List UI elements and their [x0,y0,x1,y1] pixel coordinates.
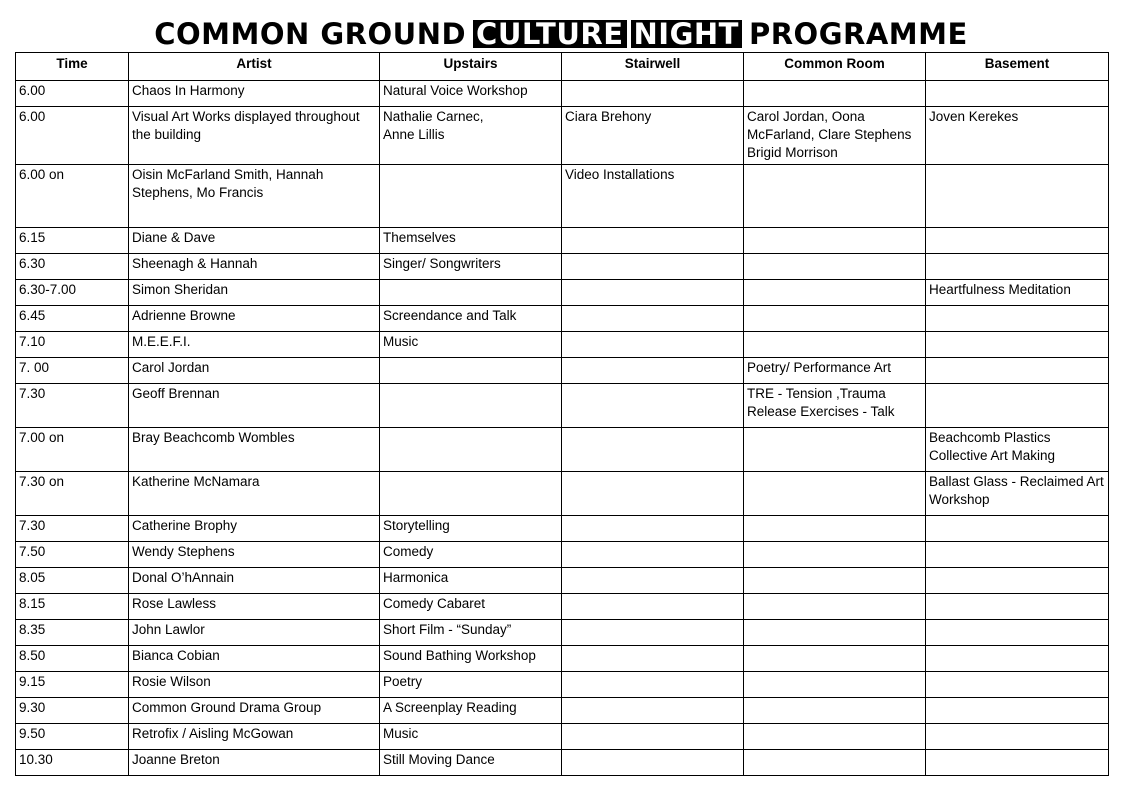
basement-cell [926,306,1109,332]
time-cell: 6.00 [16,107,129,165]
table-row [16,750,1109,776]
upstairs-cell [380,428,562,472]
basement-cell [926,594,1109,620]
stairwell-cell [562,254,744,280]
time-cell: 8.05 [16,568,129,594]
basement-cell [926,358,1109,384]
title-part-1: COMMON GROUND [154,17,467,51]
artist-cell: Joanne Breton [129,750,380,776]
time-cell: 7.50 [16,542,129,568]
common-room-cell [744,594,926,620]
artist-cell: Sheenagh & Hannah [129,254,380,280]
time-cell: 6.45 [16,306,129,332]
common-room-cell [744,428,926,472]
common-room-cell [744,568,926,594]
upstairs-cell: Nathalie Carnec, Anne Lillis [380,107,562,165]
stairwell-cell [562,472,744,516]
upstairs-cell: Still Moving Dance [380,750,562,776]
header-time: Time [16,53,129,81]
basement-cell: Beachcomb Plastics Collective Art Making [926,428,1109,472]
upstairs-cell: Poetry [380,672,562,698]
artist-cell: Oisin McFarland Smith, Hannah Stephens, Mo Francis [129,165,380,228]
upstairs-cell: Singer/ Songwriters [380,254,562,280]
basement-cell [926,228,1109,254]
artist-cell: Rose Lawless [129,594,380,620]
basement-cell [926,698,1109,724]
common-room-cell [744,646,926,672]
time-cell: 7.30 [16,384,129,428]
time-cell: 7.30 [16,516,129,542]
upstairs-cell: Harmonica [380,568,562,594]
time-cell: 6.00 on [16,165,129,228]
basement-cell [926,646,1109,672]
table-row [16,472,1109,516]
upstairs-cell: Music [380,332,562,358]
artist-cell: Rosie Wilson [129,672,380,698]
common-room-cell [744,672,926,698]
table-row [16,516,1109,542]
upstairs-cell: Screendance and Talk [380,306,562,332]
upstairs-cell: Themselves [380,228,562,254]
time-cell: 7.10 [16,332,129,358]
stairwell-cell [562,332,744,358]
time-cell: 6.30-7.00 [16,280,129,306]
common-room-cell [744,254,926,280]
basement-cell [926,724,1109,750]
stairwell-cell [562,228,744,254]
table-row [16,81,1109,107]
basement-cell: Heartfulness Meditation [926,280,1109,306]
table-row [16,724,1109,750]
stairwell-cell [562,724,744,750]
table-row [16,568,1109,594]
table-row [16,358,1109,384]
time-cell: 6.15 [16,228,129,254]
table-row [16,646,1109,672]
basement-cell [926,81,1109,107]
upstairs-cell: Short Film - “Sunday” [380,620,562,646]
artist-cell: Donal O’hAnnain [129,568,380,594]
table-row [16,280,1109,306]
artist-cell: Visual Art Works displayed throughout the building [129,107,380,165]
time-cell: 10.30 [16,750,129,776]
basement-cell: Joven Kerekes [926,107,1109,165]
upstairs-cell: Sound Bathing Workshop [380,646,562,672]
programme-table [15,52,1109,776]
table-row [16,228,1109,254]
stairwell-cell [562,516,744,542]
table-row [16,428,1109,472]
table-row [16,306,1109,332]
time-cell: 9.15 [16,672,129,698]
common-room-cell [744,516,926,542]
stairwell-cell [562,620,744,646]
artist-cell: Common Ground Drama Group [129,698,380,724]
common-room-cell [744,332,926,358]
upstairs-cell [380,280,562,306]
header-basement: Basement [926,53,1109,81]
table-row [16,698,1109,724]
header-artist: Artist [129,53,380,81]
stairwell-cell [562,646,744,672]
stairwell-cell [562,750,744,776]
stairwell-cell: Ciara Brehony [562,107,744,165]
upstairs-cell [380,165,562,228]
table-row [16,620,1109,646]
table-row [16,107,1109,165]
artist-cell: Catherine Brophy [129,516,380,542]
artist-cell: Katherine McNamara [129,472,380,516]
stairwell-cell [562,306,744,332]
common-room-cell [744,228,926,254]
table-row [16,332,1109,358]
artist-cell: Carol Jordan [129,358,380,384]
upstairs-cell [380,384,562,428]
common-room-cell [744,306,926,332]
upstairs-cell: Music [380,724,562,750]
artist-cell: Retrofix / Aisling McGowan [129,724,380,750]
stairwell-cell [562,358,744,384]
time-cell: 6.30 [16,254,129,280]
upstairs-cell: Natural Voice Workshop [380,81,562,107]
time-cell: 7. 00 [16,358,129,384]
basement-cell: Ballast Glass - Reclaimed Art Workshop [926,472,1109,516]
table-row [16,542,1109,568]
stairwell-cell [562,428,744,472]
upstairs-cell: A Screenplay Reading [380,698,562,724]
basement-cell [926,672,1109,698]
time-cell: 8.15 [16,594,129,620]
artist-cell: Bray Beachcomb Wombles [129,428,380,472]
artist-cell: John Lawlor [129,620,380,646]
stairwell-cell: Video Installations [562,165,744,228]
time-cell: 7.30 on [16,472,129,516]
title-part-2-highlight: CULTURE [473,20,626,48]
stairwell-cell [562,698,744,724]
stairwell-cell [562,672,744,698]
stairwell-cell [562,568,744,594]
common-room-cell [744,750,926,776]
common-room-cell: Poetry/ Performance Art [744,358,926,384]
table-row [16,594,1109,620]
title-part-3-highlight: NIGHT [631,20,742,48]
basement-cell [926,568,1109,594]
header-row [16,53,1109,81]
common-room-cell: TRE - Tension ,Trauma Release Exercises - Talk [744,384,926,428]
upstairs-cell [380,472,562,516]
upstairs-cell: Storytelling [380,516,562,542]
basement-cell [926,542,1109,568]
stairwell-cell [562,594,744,620]
basement-cell [926,332,1109,358]
time-cell: 8.35 [16,620,129,646]
title-part-4: PROGRAMME [748,17,968,51]
page-title [0,14,1122,54]
artist-cell: Diane & Dave [129,228,380,254]
time-cell: 6.00 [16,81,129,107]
upstairs-cell [380,358,562,384]
time-cell: 8.50 [16,646,129,672]
stairwell-cell [562,81,744,107]
basement-cell [926,516,1109,542]
basement-cell [926,254,1109,280]
basement-cell [926,620,1109,646]
table-row [16,254,1109,280]
time-cell: 9.30 [16,698,129,724]
table-row [16,384,1109,428]
artist-cell: Geoff Brennan [129,384,380,428]
artist-cell: Bianca Cobian [129,646,380,672]
common-room-cell [744,724,926,750]
table-row [16,165,1109,228]
common-room-cell [744,81,926,107]
common-room-cell [744,620,926,646]
common-room-cell [744,698,926,724]
stairwell-cell [562,542,744,568]
table-row [16,672,1109,698]
header-common-room: Common Room [744,53,926,81]
common-room-cell [744,280,926,306]
common-room-cell [744,542,926,568]
stairwell-cell [562,384,744,428]
time-cell: 9.50 [16,724,129,750]
stairwell-cell [562,280,744,306]
header-stairwell: Stairwell [562,53,744,81]
artist-cell: M.E.E.F.I. [129,332,380,358]
basement-cell [926,750,1109,776]
artist-cell: Chaos In Harmony [129,81,380,107]
upstairs-cell: Comedy [380,542,562,568]
header-upstairs: Upstairs [380,53,562,81]
programme-body [16,81,1109,776]
artist-cell: Adrienne Browne [129,306,380,332]
common-room-cell: Carol Jordan, Oona McFarland, Clare Stephens Brigid Morrison [744,107,926,165]
basement-cell [926,165,1109,228]
upstairs-cell: Comedy Cabaret [380,594,562,620]
basement-cell [926,384,1109,428]
time-cell: 7.00 on [16,428,129,472]
artist-cell: Simon Sheridan [129,280,380,306]
common-room-cell [744,165,926,228]
common-room-cell [744,472,926,516]
artist-cell: Wendy Stephens [129,542,380,568]
